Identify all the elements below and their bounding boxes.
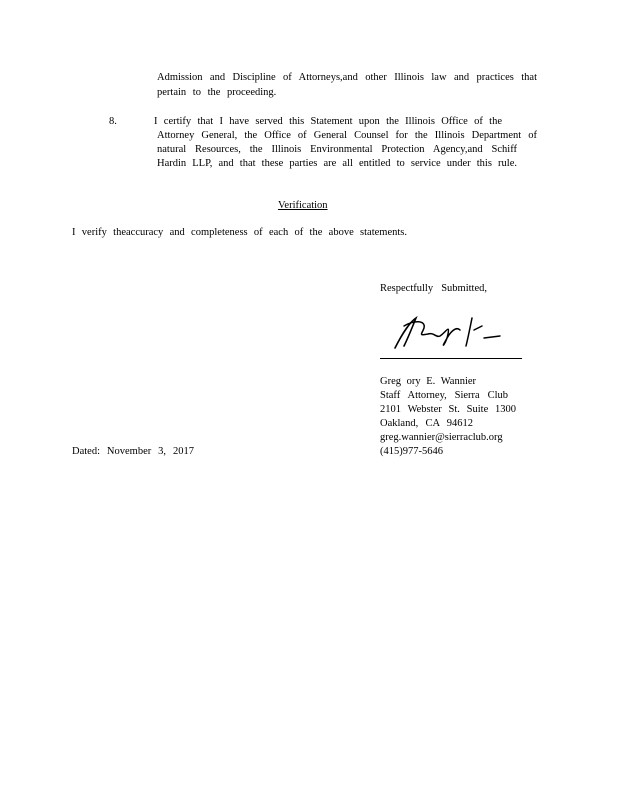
- para7-line2: pertain to the proceeding.: [157, 87, 277, 98]
- address-line2: Oakland, CA 94612: [380, 418, 473, 429]
- signer-name: Greg ory E. Wannier: [380, 376, 477, 387]
- verification-statement: I verify theaccuracy and completeness of each of the above statements.: [72, 227, 407, 238]
- address-line1: 2101 Webster St. Suite 1300: [380, 404, 516, 415]
- signature-line: [380, 358, 522, 359]
- para8-number: 8.: [109, 116, 117, 127]
- dated-line: Dated: November 3, 2017: [72, 446, 194, 457]
- signature-image: [390, 312, 505, 352]
- para8-line2: Attorney General, the Office of General Counsel for the Illinois Department of: [157, 130, 537, 141]
- para8-line4: Hardin LLP, and that these parties are all entitled to service under this rule.: [157, 158, 517, 169]
- para7-line1: Admission and Discipline of Attorneys,and other Illinois law and practices that: [157, 72, 537, 83]
- salutation: Respectfully Submitted,: [380, 283, 487, 294]
- para8-line3: natural Resources, the Illinois Environmental Protection Agency,and Schiff: [157, 144, 517, 155]
- signer-title: Staff Attorney, Sierra Club: [380, 390, 508, 401]
- para8-line1: I certify that I have served this Statement upon the Illinois Office of the: [154, 116, 502, 127]
- verification-heading: Verification: [278, 200, 328, 211]
- email: greg.wannier@sierraclub.org: [380, 432, 503, 443]
- phone: (415)977-5646: [380, 446, 443, 457]
